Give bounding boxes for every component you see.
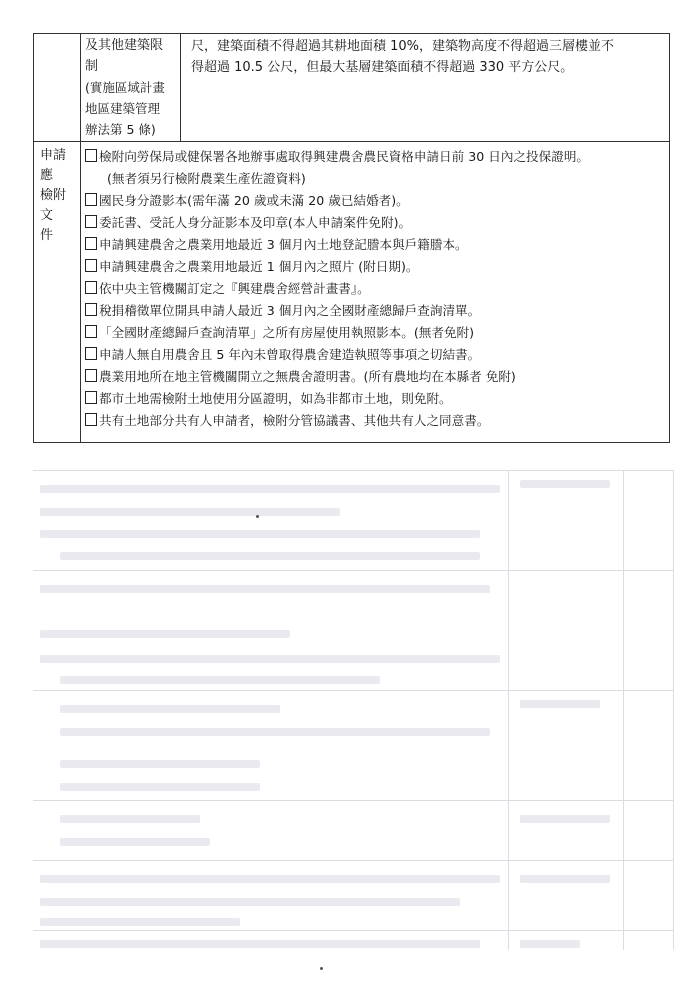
checklist-item-note: (無者須另行檢附農業生產佐證資料) — [107, 171, 306, 186]
checklist-item-text: 依中央主管機關訂定之『興建農舍經營計畫書』。 — [99, 281, 370, 296]
attachments-label-line: 件 — [40, 228, 54, 243]
checklist-item-text: 農業用地所在地主管機關開立之無農舍證明書。(所有農地均在本縣者 免附) — [99, 369, 516, 384]
attachments-label-line: 檢附文 — [40, 188, 67, 223]
checklist-item — [85, 278, 665, 300]
checklist-item-text: 檢附向勞保局或健保署各地辦事處取得興建農舍農民資格申請日前 30 日內之投保證明。 — [99, 149, 590, 164]
checkbox[interactable] — [85, 237, 97, 250]
regulation-label-line: 辦法第 5 條) — [85, 122, 156, 137]
checkbox[interactable] — [85, 193, 97, 206]
checklist-item — [85, 234, 665, 256]
checkbox[interactable] — [85, 281, 97, 294]
checklist-item-text: 都市土地需檢附土地使用分區證明，如為非都市土地，則免附。 — [99, 391, 452, 406]
checklist-item-text: 申請人無自用農舍且 5 年內未曾取得農舍建造執照等事項之切結書。 — [99, 347, 481, 362]
checklist-item — [85, 256, 665, 278]
regulation-label-line: (實施區域計畫 — [85, 80, 165, 95]
checklist-item — [85, 366, 665, 388]
checkbox[interactable] — [85, 215, 97, 228]
scan-speck — [320, 967, 323, 970]
attachments-label-line: 申請應 — [40, 148, 67, 183]
checkbox[interactable] — [85, 259, 97, 272]
checkbox[interactable] — [85, 149, 97, 162]
regulation-label-line: 制 — [85, 59, 99, 74]
regulation-label-line: 及其他建築限 — [85, 38, 164, 53]
regulation-row — [34, 34, 670, 142]
regulation-label-line: 地區建築管理 — [85, 101, 161, 116]
checklist-item — [85, 190, 665, 212]
checklist-item — [85, 146, 665, 168]
checklist-item-text: 共有土地部分共有人申請者，檢附分管協議書、其他共有人之同意書。 — [99, 413, 490, 428]
checklist-item-text: 申請興建農舍之農業用地最近 1 個月內之照片 (附日期)。 — [99, 259, 419, 274]
checklist-item — [85, 344, 665, 366]
regulation-text-line: 得超過 10.5 公尺，但最大基層建築面積不得超過 330 平方公尺。 — [191, 60, 574, 75]
checklist-item-text: 委託書、受託人身分証影本及印章(本人申請案件免附)。 — [99, 215, 412, 230]
checklist-item — [85, 410, 665, 432]
checklist-item — [85, 300, 665, 322]
regulation-text-line: 尺，建築面積不得超過其耕地面積 10%，建築物高度不得超過三層樓並不 — [191, 39, 615, 54]
checkbox[interactable] — [85, 303, 97, 316]
checklist-item — [85, 212, 665, 234]
checklist-item-text: 「全國財產總歸戶查詢清單」之所有房屋使用執照影本。(無者免附) — [99, 325, 475, 340]
checkbox[interactable] — [85, 413, 97, 426]
checklist-item-text: 稅捐稽徵單位開具申請人最近 3 個月內之全國財產總歸戶查詢清單。 — [99, 303, 481, 318]
checklist-item — [85, 322, 665, 344]
attachments-label — [34, 142, 81, 443]
checkbox[interactable] — [85, 391, 97, 404]
attachments-row — [34, 142, 670, 443]
checkbox[interactable] — [85, 347, 97, 360]
regulation-label — [81, 34, 181, 142]
regulation-content — [181, 34, 670, 142]
checklist-item — [85, 388, 665, 410]
checklist-item-text: 國民身分證影本(需年滿 20 歲或未滿 20 歲已結婚者)。 — [99, 193, 409, 208]
application-requirements-table — [33, 33, 670, 443]
attachments-checklist — [81, 142, 670, 443]
checklist-item-text: 申請興建農舍之農業用地最近 3 個月內土地登記謄本與戶籍謄本。 — [99, 237, 468, 252]
scan-speck — [256, 515, 259, 518]
checkbox[interactable] — [85, 369, 97, 382]
regulation-row-empty-cell — [34, 34, 81, 142]
checkbox[interactable] — [85, 325, 97, 338]
